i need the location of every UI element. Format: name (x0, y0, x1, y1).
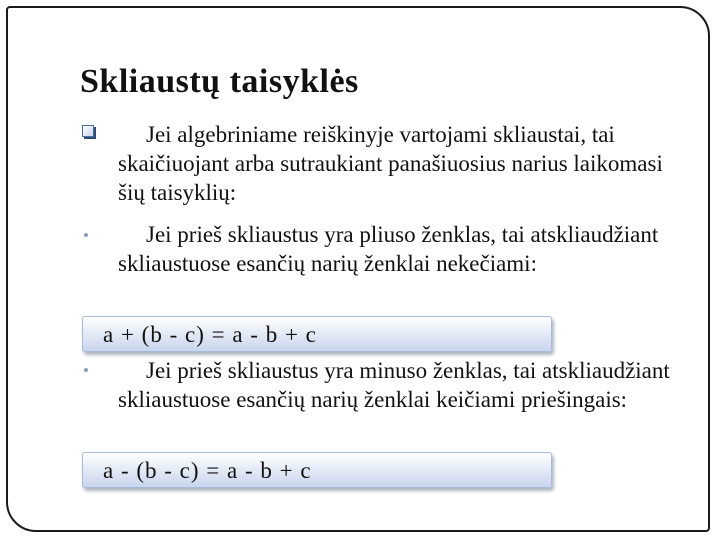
slide-title: Skliaustų taisyklės (80, 63, 359, 100)
bullet-text-2: Jei prieš skliaustus yra pliuso ženklas, tai atskliaudžiant skliaustuose esančių narių ženklai nekečiami: (118, 222, 659, 276)
bullet-paragraph-2 (118, 220, 678, 278)
bullet-paragraph-1 (118, 120, 678, 207)
formula-minus: a - (b - c) = a - b + c (103, 458, 312, 483)
bullet-text-1: Jei algebriniame reiškinyje vartojami skliaustai, tai skaičiuojant arba sutraukiant panašiuosius narius laikomasi šių taisyklių: (118, 122, 663, 205)
dot-bullet-icon (84, 368, 88, 372)
formula-box-minus (82, 452, 552, 488)
formula-plus: a + (b - c) = a - b + c (103, 322, 317, 347)
bullet-paragraph-3 (118, 356, 678, 414)
bullet-text-3: Jei prieš skliaustus yra minuso ženklas, tai atskliaudžiant skliaustuose esančių narių ženklai keičiami priešingais: (118, 358, 670, 412)
dot-bullet-icon (84, 233, 88, 237)
formula-box-plus (82, 316, 552, 352)
square-bullet-icon (82, 125, 94, 137)
